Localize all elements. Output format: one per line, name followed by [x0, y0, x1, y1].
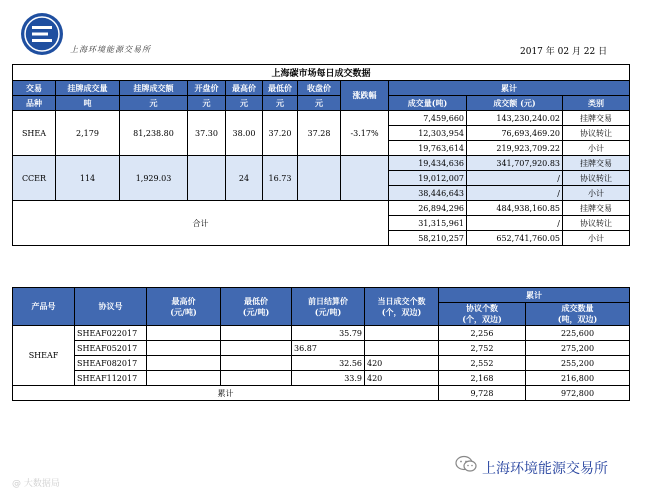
- col-contract: 协议号: [75, 288, 147, 326]
- cum-amt: 484,938,160.85: [467, 201, 563, 216]
- col-cum-type: 类别: [563, 96, 630, 111]
- cum-qty: 275,200: [526, 341, 630, 356]
- open-price: [188, 156, 226, 201]
- cum-type: 协议转让: [563, 216, 630, 231]
- unit-open: 元: [188, 96, 226, 111]
- col-product-code: 产品号: [13, 288, 75, 326]
- cum-amt: 143,230,240.02: [467, 111, 563, 126]
- col-listed-vol: 挂牌成交量: [56, 81, 120, 96]
- table-row: [13, 356, 630, 371]
- exchange-logo-icon: [20, 12, 64, 56]
- cum-amt: 76,693,469.20: [467, 126, 563, 141]
- low-price: [221, 326, 292, 341]
- cum-qty: 255,200: [526, 356, 630, 371]
- high-price: 24: [226, 156, 263, 201]
- high-price: [147, 356, 221, 371]
- col-cum-qty-unit: (吨，双边): [557, 314, 598, 324]
- table-row: [13, 326, 630, 341]
- close-price: [298, 156, 341, 201]
- cum-type: 小计: [563, 141, 630, 156]
- cum-vol: 31,315,961: [389, 216, 467, 231]
- cum-qty: 972,800: [526, 386, 630, 401]
- cum-vol: 26,894,296: [389, 201, 467, 216]
- futures-contract-table: [12, 287, 630, 401]
- wechat-icon: [455, 455, 477, 473]
- col-high: [147, 288, 221, 326]
- cum-vol: 19,763,614: [389, 141, 467, 156]
- cum-count: 9,728: [439, 386, 526, 401]
- cum-amt: /: [467, 216, 563, 231]
- cum-count: 2,552: [439, 356, 526, 371]
- footer-brand: 上海环境能源交易所: [482, 461, 608, 477]
- table-row: [13, 371, 630, 386]
- col-high: 最高价: [226, 81, 263, 96]
- low-price: [221, 341, 292, 356]
- table-title: 上海碳市场每日成交数据: [13, 65, 630, 81]
- col-close: 收盘价: [298, 81, 341, 96]
- total-label: 合计: [13, 201, 389, 246]
- prev-settle: 32.56: [292, 356, 365, 371]
- col-cum-count-unit: (个，双边): [462, 314, 502, 324]
- col-prev-settle: [292, 288, 365, 326]
- col-cum-count-label: 协议个数: [466, 303, 498, 313]
- col-cumulative: 累计: [389, 81, 630, 96]
- low-price: 37.20: [263, 111, 298, 156]
- col-today-deals-unit: (个，双边): [381, 306, 422, 317]
- col-cum-vol: 成交量(吨): [389, 96, 467, 111]
- col-listed-amt: 挂牌成交额: [120, 81, 188, 96]
- contract-id: SHEAF112017: [75, 371, 147, 386]
- col-product: 交易: [13, 81, 56, 96]
- table-row: [13, 201, 630, 216]
- cum-count: 2,168: [439, 371, 526, 386]
- prev-settle: 33.9: [292, 371, 365, 386]
- watermark: @ 大数据局: [12, 479, 60, 489]
- daily-trading-table: [12, 64, 630, 246]
- product-name: CCER: [13, 156, 56, 201]
- listed-vol: 114: [56, 156, 120, 201]
- cum-count: 2,752: [439, 341, 526, 356]
- col-low-unit: (元/吨): [242, 306, 270, 317]
- unit-listed-vol: 吨: [56, 96, 120, 111]
- logo-text: 上海环境能源交易所: [70, 45, 151, 54]
- col-cum-qty-label: 成交数量: [561, 303, 594, 313]
- cum-vol: 7,459,660: [389, 111, 467, 126]
- col-low: 最低价: [263, 81, 298, 96]
- col-low-label: 最低价: [244, 295, 268, 306]
- cum-type: 协议转让: [563, 171, 630, 186]
- col-prev-settle-unit: (元/吨): [314, 306, 342, 317]
- listed-amt: 81,238.80: [120, 111, 188, 156]
- listed-vol: 2,179: [56, 111, 120, 156]
- col-today-deals: [365, 288, 439, 326]
- product-name: SHEA: [13, 111, 56, 156]
- unit-listed-amt: 元: [120, 96, 188, 111]
- cum-amt: /: [467, 186, 563, 201]
- col-cum-qty: [526, 303, 630, 326]
- cum-type: 小计: [563, 231, 630, 246]
- low-price: 16.73: [263, 156, 298, 201]
- listed-amt: 1,929.03: [120, 156, 188, 201]
- cum-type: 协议转让: [563, 126, 630, 141]
- product-code: SHEAF: [13, 326, 75, 386]
- table-row: [13, 111, 630, 126]
- total-label: 累计: [13, 386, 439, 401]
- cum-count: 2,256: [439, 326, 526, 341]
- col-open: 开盘价: [188, 81, 226, 96]
- col-change: 涨跌幅: [341, 81, 389, 111]
- table-row: [13, 341, 630, 356]
- close-price: 37.28: [298, 111, 341, 156]
- cum-amt: 341,707,920.83: [467, 156, 563, 171]
- change-pct: [341, 156, 389, 201]
- contract-id: SHEAF022017: [75, 326, 147, 341]
- prev-settle: 35.79: [292, 326, 365, 341]
- cum-amt: 219,923,709.22: [467, 141, 563, 156]
- col-high-label: 最高价: [171, 295, 196, 306]
- unit-high: 元: [226, 96, 263, 111]
- cum-vol: 58,210,257: [389, 231, 467, 246]
- cum-qty: 216,800: [526, 371, 630, 386]
- cum-amt: 652,741,760.05: [467, 231, 563, 246]
- cum-vol: 38,446,643: [389, 186, 467, 201]
- high-price: [147, 326, 221, 341]
- cum-type: 挂牌交易: [563, 156, 630, 171]
- open-price: 37.30: [188, 111, 226, 156]
- contract-id: SHEAF052017: [75, 341, 147, 356]
- low-price: [221, 356, 292, 371]
- high-price: 38.00: [226, 111, 263, 156]
- cum-amt: /: [467, 171, 563, 186]
- col-cumulative: 累计: [439, 288, 630, 303]
- report-date: 2017 年 02 月 22 日: [520, 47, 608, 57]
- col-product-2: 品种: [13, 96, 56, 111]
- unit-low: 元: [263, 96, 298, 111]
- cum-type: 小计: [563, 186, 630, 201]
- today-deals: [365, 326, 439, 341]
- col-low: [221, 288, 292, 326]
- col-high-unit: (元/吨): [170, 306, 197, 317]
- cum-vol: 12,303,954: [389, 126, 467, 141]
- today-deals: 420: [365, 356, 439, 371]
- col-prev-settle-label: 前日结算价: [308, 295, 348, 306]
- low-price: [221, 371, 292, 386]
- col-cum-amt: 成交额 (元): [467, 96, 563, 111]
- cum-type: 挂牌交易: [563, 201, 630, 216]
- cum-vol: 19,012,007: [389, 171, 467, 186]
- prev-settle: 36.87: [292, 341, 365, 356]
- cum-type: 挂牌交易: [563, 111, 630, 126]
- cum-vol: 19,434,636: [389, 156, 467, 171]
- table-row: [13, 156, 630, 171]
- col-today-deals-label: 当日成交个数: [377, 295, 426, 306]
- table-row: [13, 386, 630, 401]
- cum-qty: 225,600: [526, 326, 630, 341]
- contract-id: SHEAF082017: [75, 356, 147, 371]
- unit-close: 元: [298, 96, 341, 111]
- high-price: [147, 371, 221, 386]
- col-cum-count: [439, 303, 526, 326]
- today-deals: 420: [365, 371, 439, 386]
- change-pct: -3.17%: [341, 111, 389, 156]
- today-deals: [365, 341, 439, 356]
- high-price: [147, 341, 221, 356]
